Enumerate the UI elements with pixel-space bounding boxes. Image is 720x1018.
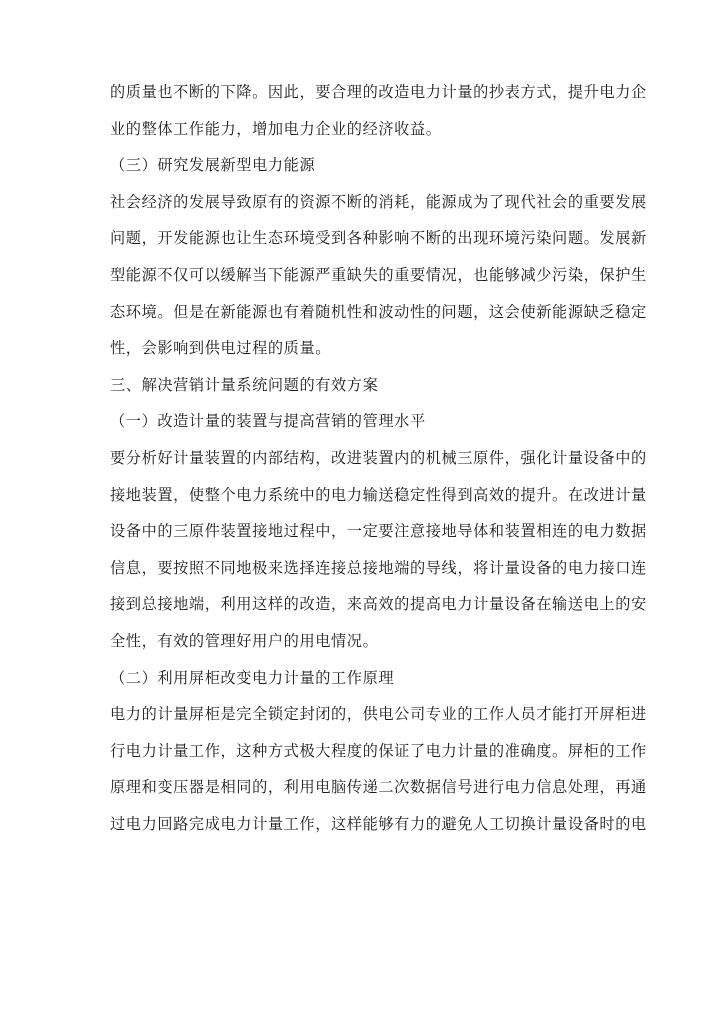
text-line: 接到总接地端，利用这样的改造，来高效的提高电力计量设备在输送电上的安 (110, 595, 647, 614)
text-line: 性，会影响到供电过程的质量。 (110, 339, 332, 358)
text-line: 的质量也不断的下降。因此，要合理的改造电力计量的抄表方式，提升电力企 (110, 83, 647, 101)
text-line: 态环境。但是在新能源也有着随机性和波动性的问题，这会使新能源缺乏稳定 (110, 302, 647, 321)
text-line: （三）研究发展新型电力能源 (110, 156, 316, 175)
text-line: （二）利用屏柜改变电力计量的工作原理 (110, 668, 395, 687)
text-line: 过电力回路完成电力计量工作，这样能够有力的避免人工切换计量设备时的电 (110, 814, 647, 833)
text-line: 三、解决营销计量系统问题的有效方案 (110, 375, 379, 394)
text-line: 型能源不仅可以缓解当下能源严重缺失的重要情况，也能够减少污染，保护生 (110, 265, 647, 284)
text-line: 问题，开发能源也让生态环境受到各种影响不断的出现环境污染问题。发展新 (110, 229, 647, 248)
text-line: 电力的计量屏柜是完全锁定封闭的，供电公司专业的工作人员才能打开屏柜进 (110, 705, 647, 724)
text-line: 社会经济的发展导致原有的资源不断的消耗，能源成为了现代社会的重要发展 (110, 192, 647, 211)
text-line: 行电力计量工作，这种方式极大程度的保证了电力计量的准确度。屏柜的工作 (110, 741, 647, 760)
text-line: 设备中的三原件装置接地过程中，一定要注意接地导体和装置相连的电力数据 (110, 522, 647, 541)
text-line: 要分析好计量装置的内部结构，改进装置内的机械三原件，强化计量设备中的 (110, 448, 647, 467)
text-line: 全性，有效的管理好用户的用电情况。 (110, 631, 379, 650)
text-line: （一）改造计量的装置与提高营销的管理水平 (110, 412, 426, 431)
text-line: 接地装置，使整个电力系统中的电力输送稳定性得到高效的提升。在改进计量 (110, 485, 647, 504)
text-line: 原理和变压器是相同的，利用电脑传递二次数据信号进行电力信息处理，再通 (110, 778, 647, 797)
text-line: 业的整体工作能力，增加电力企业的经济收益。 (110, 119, 442, 138)
document-body (110, 82, 647, 850)
text-line: 信息，要按照不同地极来选择连接总接地端的导线，将计量设备的电力接口连 (110, 558, 647, 577)
